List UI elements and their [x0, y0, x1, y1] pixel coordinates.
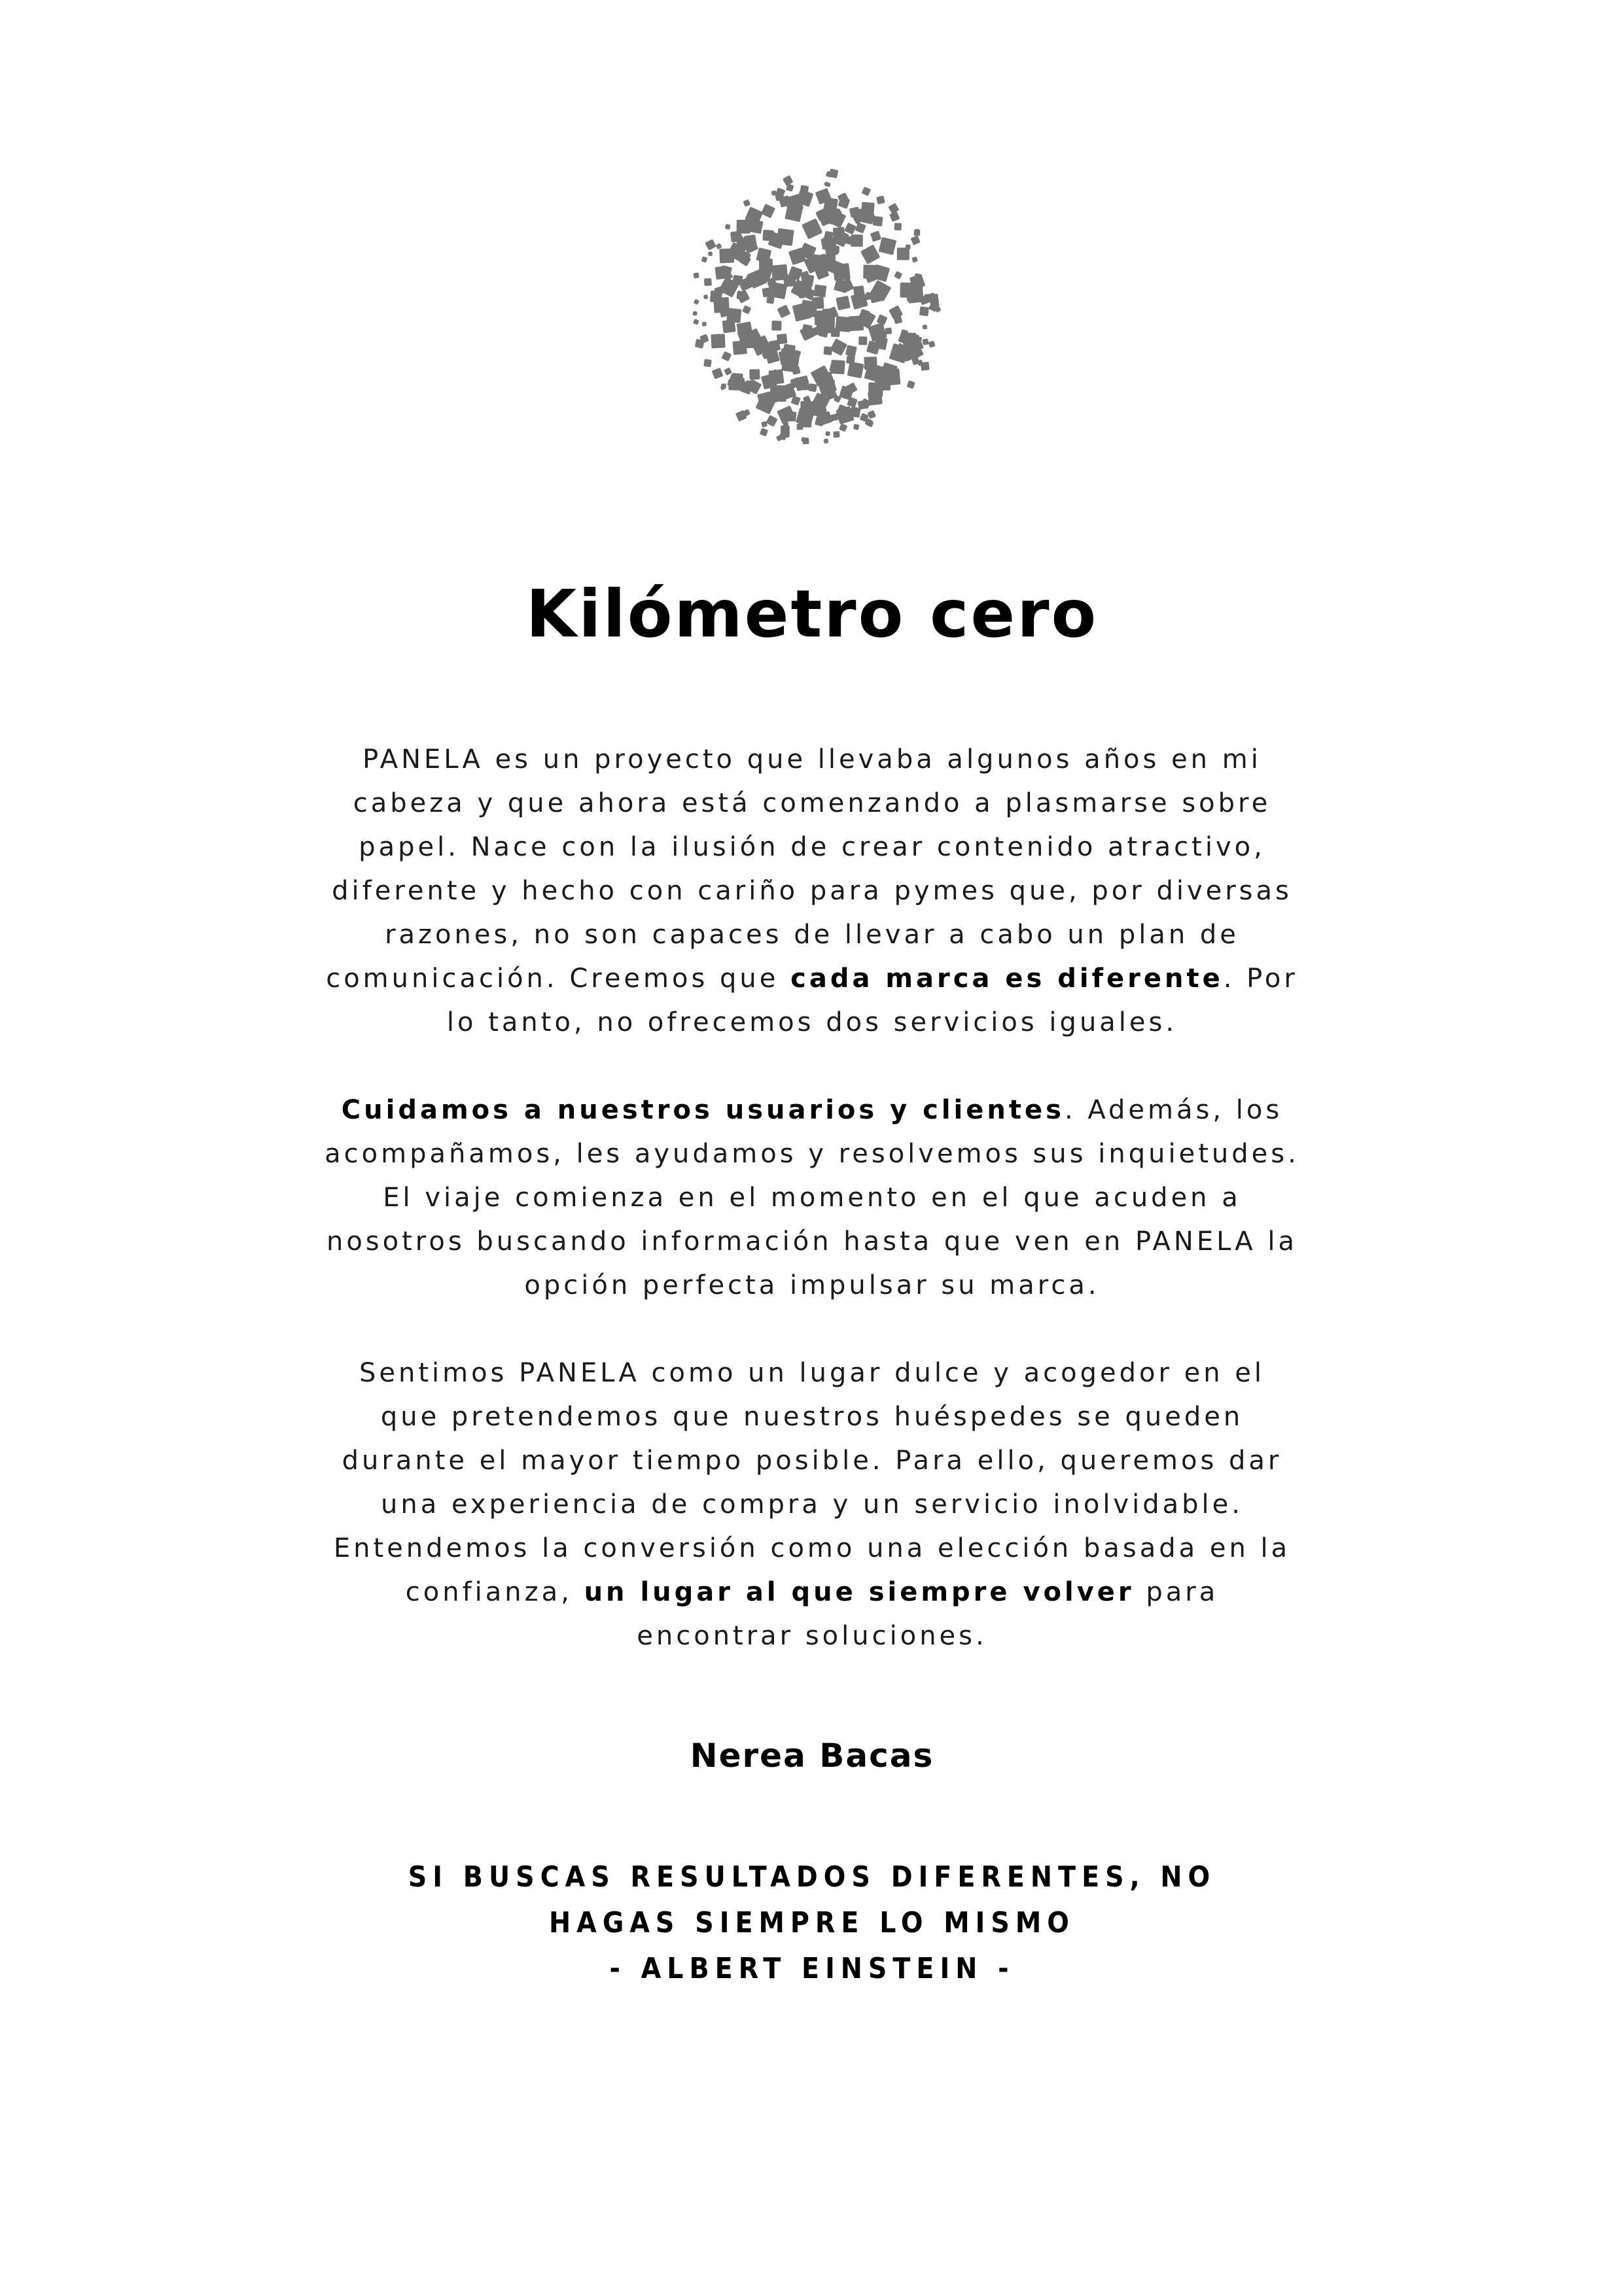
emphasis-text: Cuidamos a nuestros usuarios y clientes — [341, 1095, 1065, 1125]
author-name: Nerea Bacas — [690, 1737, 934, 1775]
body-text — [325, 738, 1299, 1658]
paragraph-text: . Por lo tanto, no ofrecemos dos servicios iguales. — [446, 964, 1298, 1037]
paragraph-2 — [325, 1088, 1299, 1308]
quote-attribution: - ALBERT EINSTEIN - — [609, 1952, 1015, 1985]
quote-text: SI BUSCAS RESULTADOS DIFERENTES, NO HAGAS SIEMPRE LO MISMO — [408, 1860, 1216, 1939]
paragraph-3 — [325, 1351, 1299, 1658]
emphasis-text: un lugar al que siempre volver — [584, 1577, 1135, 1607]
page-title: Kilómetro cero — [525, 576, 1099, 652]
scattered-squares-logo-icon — [677, 157, 952, 458]
paragraph-text: PANELA es un proyecto que llevaba algunos años en mi cabeza y que ahora está comenzando a plasmarse sobre papel. Nace con la ilusión de crear contenido atractivo, diferente y hecho con cariño para pymes que, por diversas razones, no son capaces de llevar a cabo un plan de comunicación. Creemos que — [326, 744, 1292, 994]
paragraph-1 — [325, 738, 1299, 1045]
quote-block — [0, 1854, 1624, 1992]
emphasis-text: cada marca es diferente — [790, 964, 1224, 994]
paragraph-text: Sentimos PANELA como un lugar dulce y acogedor en el que pretendemos que nuestros huéspedes se queden durante el mayor tiempo posible. Para ello, queremos dar una experiencia de compra y un servicio inolvidable. Entendemos la conversión como una elección basada en la confianza, — [333, 1358, 1291, 1607]
paragraph-text: para encontrar soluciones. — [637, 1577, 1219, 1651]
paragraph-text: . Además, los acompañamos, les ayudamos y resolvemos sus inquietudes. El viaje comienza en el momento en el que acuden a nosotros buscando información hasta que ven en PANELA la opción perfecta impulsar su marca. — [325, 1095, 1299, 1300]
